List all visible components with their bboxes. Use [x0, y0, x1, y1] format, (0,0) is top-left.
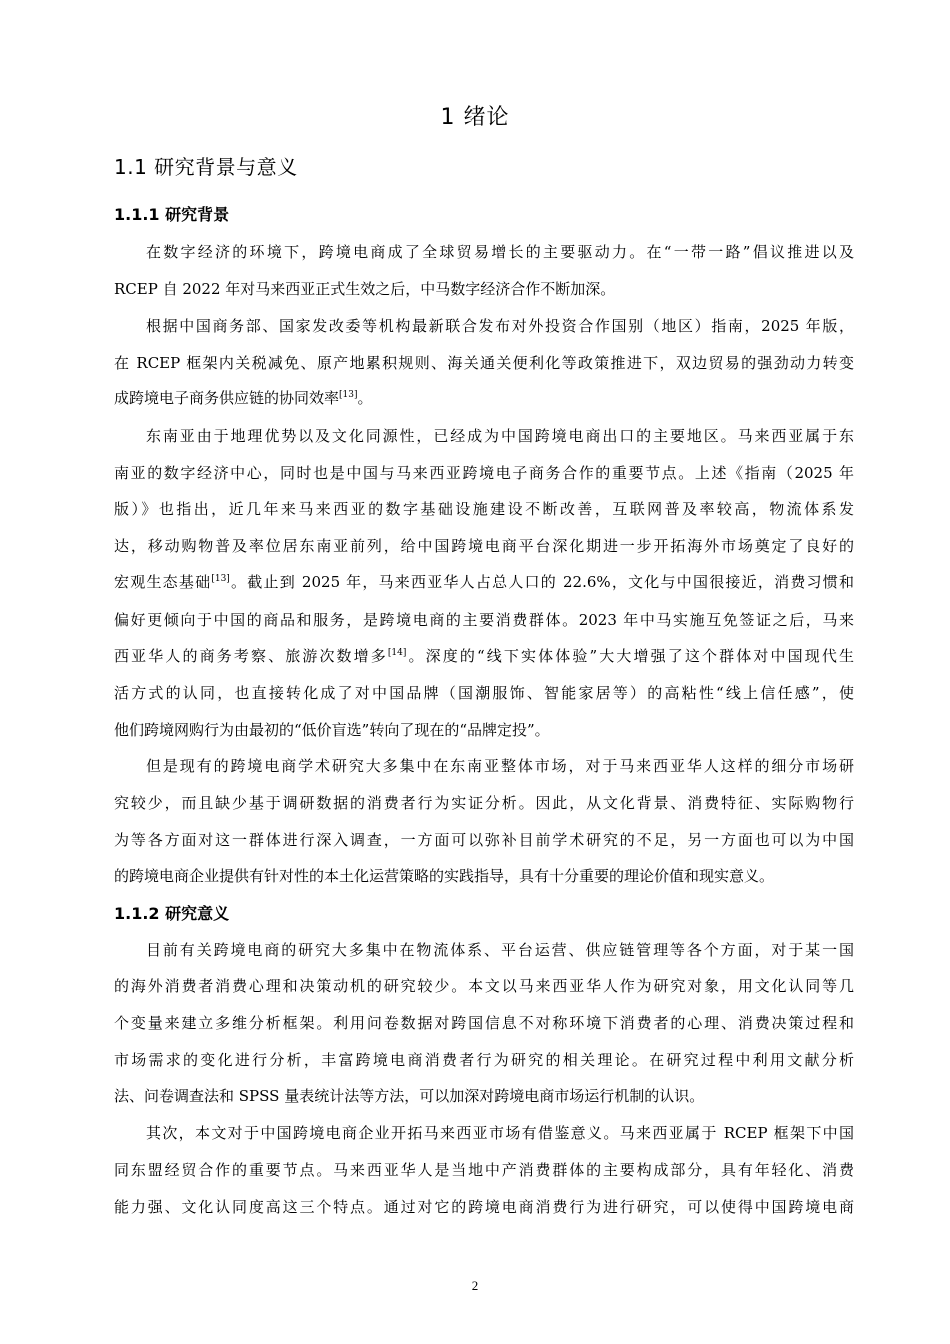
- chapter-title: 1 绪论: [440, 105, 510, 130]
- body-line: 究较少，而且缺少基于调研数据的消费者行为实证分析。因此，从文化背景、消费特征、实际购物行: [114, 794, 854, 812]
- body-line: 活方式的认同，也直接转化成了对中国品牌（国潮服饰、智能家居等）的高粘性“线上信任感”，使: [114, 684, 854, 702]
- body-line: 但是现有的跨境电商学术研究大多集中在东南亚整体市场，对于马来西亚华人这样的细分市场研: [146, 757, 854, 775]
- body-line: 东南亚由于地理优势以及文化同源性，已经成为中国跨境电商出口的主要地区。马来西亚属于东: [146, 427, 854, 445]
- page-number: 2: [471, 1278, 479, 1293]
- body-line: 个变量来建立多维分析框架。利用问卷数据对跨国信息不对称环境下消费者的心理、消费决策过程和: [114, 1014, 854, 1032]
- citation-14: [14]: [387, 648, 407, 658]
- citation-13: [13]: [211, 574, 230, 584]
- body-line: 成跨境电子商务供应链的协同效率[13]。: [114, 389, 373, 407]
- body-line: 法、问卷调查法和 SPSS 量表统计法等方法，可以加深对跨境电商市场运行机制的认识。: [114, 1087, 705, 1105]
- body-line: 的海外消费者消费心理和决策动机的研究较少。本文以马来西亚华人作为研究对象，用文化认同等几: [114, 977, 854, 995]
- body-line: 西亚华人的商务考察、旅游次数增多[14]。深度的“线下实体体验”大大增强了这个群体对中国现代生: [114, 647, 854, 665]
- body-line: 版）》也指出，近几年来马来西亚的数字基础设施建设不断改善，互联网普及率较高，物流体系发: [114, 500, 854, 518]
- citation-13: [13]: [339, 390, 358, 400]
- body-line: 宏观生态基础[13]。截止到 2025 年，马来西亚华人占总人口的 22.6%，文化与中国很接近，消费习惯和: [114, 573, 854, 591]
- body-line: 市场需求的变化进行分析，丰富跨境电商消费者行为研究的相关理论。在研究过程中利用文献分析: [114, 1051, 854, 1069]
- body-line: 的跨境电商企业提供有针对性的本土化运营策略的实践指导，具有十分重要的理论价值和现实意义。: [114, 867, 775, 885]
- body-line: 偏好更倾向于中国的商品和服务，是跨境电商的主要消费群体。2023 年中马实施互免签证之后，马来: [114, 611, 854, 629]
- body-line: 目前有关跨境电商的研究大多集中在物流体系、平台运营、供应链管理等各个方面，对于某一国: [146, 941, 854, 959]
- body-line: 在 RCEP 框架内关税减免、原产地累积规则、海关通关便利化等政策推进下，双边贸易的强劲动力转变: [114, 354, 854, 372]
- body-line: 其次，本文对于中国跨境电商企业开拓马来西亚市场有借鉴意义。马来西亚属于 RCEP 框架下中国: [146, 1124, 854, 1142]
- section-title: 1.1 研究背景与意义: [114, 155, 298, 179]
- body-line: 同东盟经贸合作的重要节点。马来西亚华人是当地中产消费群体的主要构成部分，具有年轻化、消费: [114, 1161, 854, 1179]
- body-line: 在数字经济的环境下，跨境电商成了全球贸易增长的主要驱动力。在“一带一路”倡议推进以及: [146, 243, 854, 261]
- body-line: 南亚的数字经济中心，同时也是中国与马来西亚跨境电子商务合作的重要节点。上述《指南（2025 年: [114, 464, 854, 482]
- subsection-title-significance: 1.1.2 研究意义: [114, 904, 230, 923]
- body-line: 为等各方面对这一群体进行深入调查，一方面可以弥补目前学术研究的不足，另一方面也可以为中国: [114, 831, 854, 849]
- body-line: 根据中国商务部、国家发改委等机构最新联合发布对外投资合作国别（地区）指南，2025 年版，: [146, 317, 854, 335]
- body-line: 能力强、文化认同度高这三个特点。通过对它的跨境电商消费行为进行研究，可以使得中国跨境电商: [114, 1198, 854, 1216]
- subsection-title-background: 1.1.1 研究背景: [114, 205, 230, 224]
- body-line: 他们跨境网购行为由最初的“低价盲选”转向了现在的“品牌定投”。: [114, 721, 550, 739]
- body-line: 达，移动购物普及率位居东南亚前列，给中国跨境电商平台深化期进一步开拓海外市场奠定了良好的: [114, 537, 854, 555]
- body-line: RCEP 自 2022 年对马来西亚正式生效之后，中马数字经济合作不断加深。: [114, 280, 616, 298]
